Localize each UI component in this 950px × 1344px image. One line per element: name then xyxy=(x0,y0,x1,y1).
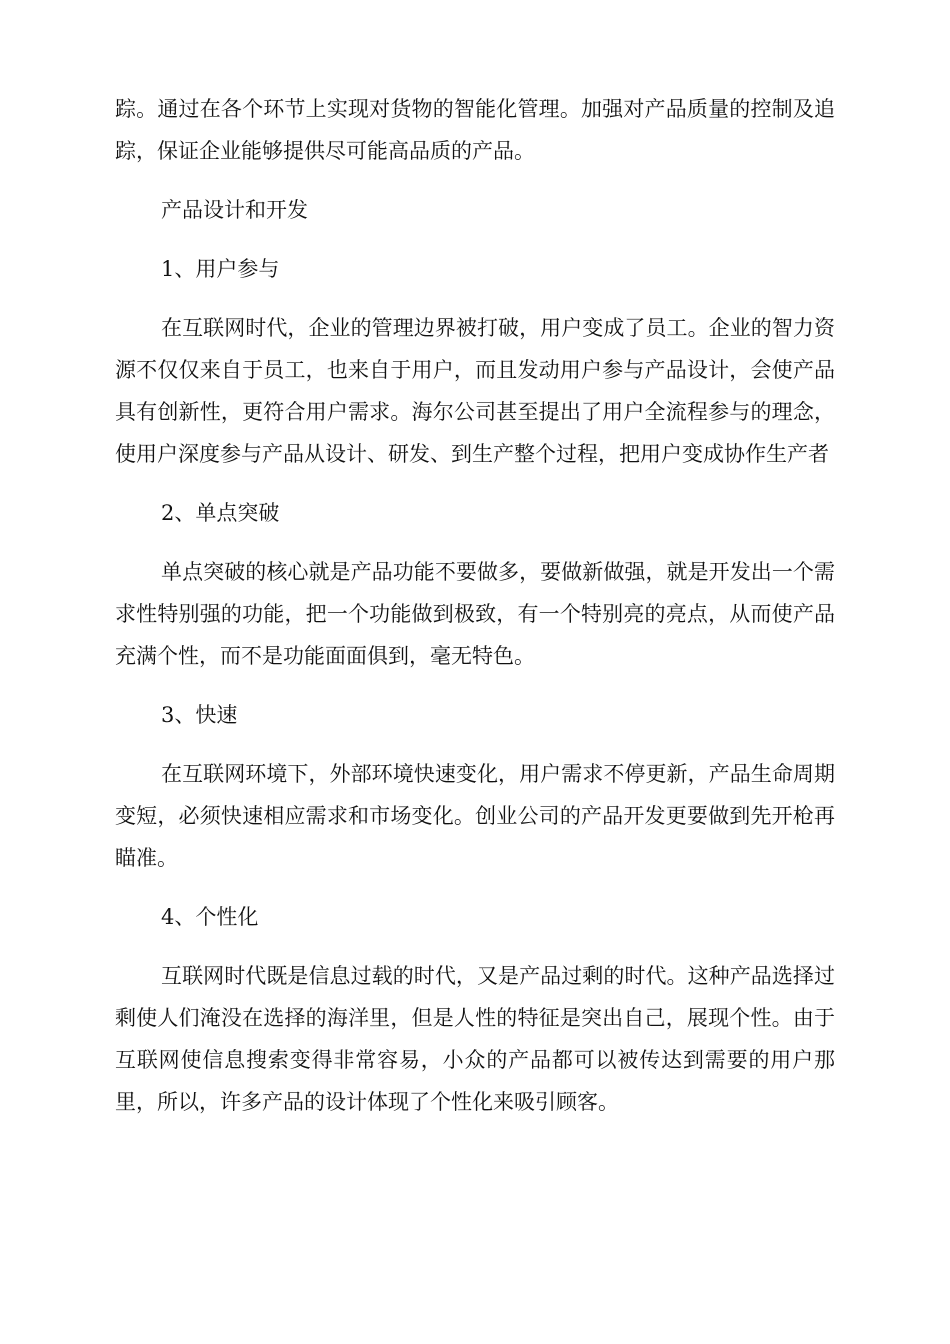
subheading-user-participation: 1、用户参与 xyxy=(161,257,280,281)
section-heading-product-design: 产品设计和开发 xyxy=(161,198,308,222)
paragraph-user-participation: 在互联网时代，企业的管理边界被打破，用户变成了员工。企业的智力资源不仅仅来自于员工，也来自于用户，而且发动用户参与产品设计，会使产品具有创新性，更符合用户需求。海尔公司甚至提出了用户全流程参与的理念，使用户深度参与产品从设计、研发、到生产整个过程，把用户变成协作生产者 xyxy=(115,316,835,466)
subheading-speed: 3、快速 xyxy=(161,703,238,727)
paragraph-single-point-breakthrough: 单点突破的核心就是产品功能不要做多，要做新做强，就是开发出一个需求性特别强的功能，把一个功能做到极致，有一个特别亮的亮点，从而使产品充满个性，而不是功能面面俱到，毫无特色。 xyxy=(115,560,835,668)
paragraph-personalization: 互联网时代既是信息过载的时代，又是产品过剩的时代。这种产品选择过剩使人们淹没在选择的海洋里，但是人性的特征是突出自己，展现个性。由于互联网使信息搜索变得非常容易，小众的产品都可以被传达到需要的用户那里，所以，许多产品的设计体现了个性化来吸引顾客。 xyxy=(115,964,835,1114)
document-body xyxy=(115,88,835,1140)
paragraph-continuation: 踪。通过在各个环节上实现对货物的智能化管理。加强对产品质量的控制及追踪，保证企业能够提供尽可能高品质的产品。 xyxy=(115,97,835,163)
paragraph-speed: 在互联网环境下，外部环境快速变化，用户需求不停更新，产品生命周期变短，必须快速相应需求和市场变化。创业公司的产品开发更要做到先开枪再瞄准。 xyxy=(115,762,835,870)
subheading-single-point-breakthrough: 2、单点突破 xyxy=(161,501,280,525)
subheading-personalization: 4、个性化 xyxy=(161,905,259,929)
